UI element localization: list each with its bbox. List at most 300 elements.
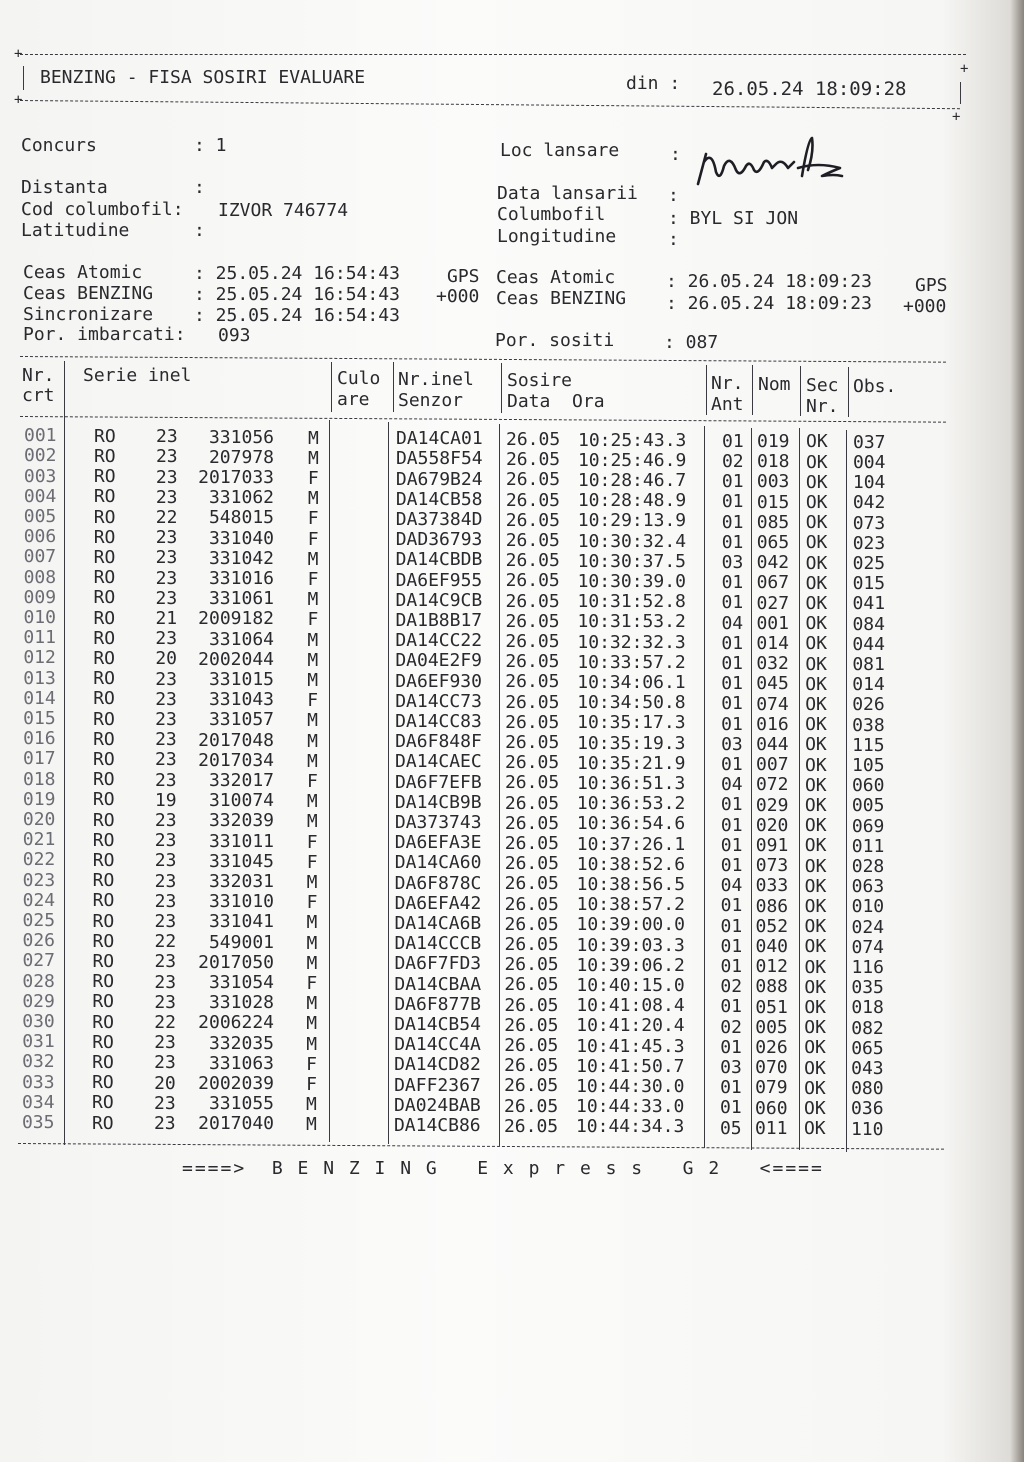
cell-nom: 067 (756, 572, 790, 594)
cell-data: 26.05 (504, 772, 560, 794)
cell-an: 23 (154, 1092, 176, 1114)
cell-nr-ant: 02 (720, 1016, 742, 1038)
cell-sex: M (308, 427, 319, 449)
cell-data: 26.05 (504, 934, 559, 955)
cell-nr-ant: 01 (720, 794, 743, 816)
cell-an: 23 (155, 567, 178, 589)
cell-nr-ant: 01 (722, 430, 744, 452)
imbarcati-label: Por. imbarcati: (23, 324, 186, 345)
cell-sex: M (306, 1033, 318, 1055)
cell-data: 26.05 (504, 1035, 559, 1056)
cell-nr-crt: 003 (23, 465, 57, 487)
cell-nr-inel: 331056 (208, 426, 274, 448)
cell-data: 26.05 (505, 570, 560, 592)
cell-nr-ant: 05 (719, 1117, 742, 1139)
cell-nr-inel: 331015 (208, 668, 274, 690)
cell-nr-inel: 331055 (208, 1093, 274, 1115)
cell-obs: 110 (850, 1118, 884, 1140)
cell-nr-crt: 001 (24, 425, 57, 447)
cell-sex: M (306, 1094, 317, 1116)
cell-obs: 082 (851, 1017, 884, 1039)
cell-nr-ant: 02 (721, 450, 744, 472)
cell-sex: F (306, 851, 318, 873)
header-top-rule (20, 54, 966, 55)
cell-an: 23 (154, 1032, 176, 1054)
ceas-benzing-value: : 25.05.24 16:54:43 (194, 284, 400, 305)
col-header-crt: crt (22, 385, 55, 406)
cell-ora: 10:34:06.1 (577, 671, 686, 693)
cell-nr-ant: 01 (720, 1036, 742, 1058)
cell-senzor: DA14CC73 (395, 690, 482, 712)
cell-sex: M (307, 629, 319, 651)
cell-nr-inel: 2002044 (198, 648, 274, 670)
document-title: BENZING - FISA SOSIRI EVALUARE (40, 67, 366, 88)
cell-nr-crt: 021 (22, 829, 56, 851)
col-header-ant: Ant (711, 394, 744, 415)
cell-nr-ant: 01 (721, 511, 744, 533)
col-header-serie: Serie inel (83, 365, 192, 386)
date-label: din : (626, 73, 681, 94)
cell-an: 23 (154, 951, 177, 973)
ceas-atomic-value: : 25.05.24 16:54:43 (194, 263, 400, 284)
concurs-label: Concurs (21, 135, 97, 156)
cell-sec-nr: OK (804, 916, 827, 938)
col-sep-ant (704, 426, 705, 1148)
cell-ora: 10:28:48.9 (577, 490, 687, 512)
cell-obs: 042 (852, 492, 886, 514)
cell-tara: RO (92, 789, 115, 811)
cell-obs: 044 (852, 633, 885, 655)
cell-nom: 019 (757, 431, 790, 453)
cell-nr-inel: 331028 (208, 992, 274, 1014)
cell-tara: RO (92, 809, 115, 831)
cell-data: 26.05 (504, 812, 560, 834)
cell-senzor: DA14CD82 (394, 1054, 481, 1076)
cell-nr-ant: 01 (721, 491, 744, 513)
cell-sex: M (306, 993, 318, 1015)
cell-sex: F (306, 892, 318, 914)
cell-sex: M (307, 589, 319, 611)
cell-an: 19 (154, 789, 177, 811)
cell-an: 23 (155, 668, 177, 690)
cell-nom: 003 (756, 471, 790, 493)
cell-tara: RO (93, 647, 116, 669)
cell-nr-crt: 024 (22, 889, 56, 911)
cell-tara: RO (92, 829, 115, 851)
cell-nom: 011 (754, 1117, 788, 1139)
cell-nr-ant: 03 (721, 551, 744, 573)
cell-ora: 10:40:15.0 (576, 974, 685, 996)
cell-data: 26.05 (505, 610, 560, 632)
cell-senzor: DA558F54 (395, 448, 483, 470)
col-sep-obs (846, 430, 847, 1152)
cell-sec-nr: OK (805, 693, 827, 715)
cell-nr-inel: 2002039 (198, 1072, 274, 1094)
cell-nom: 033 (755, 875, 789, 897)
cell-senzor: DA14C9CB (395, 589, 483, 611)
cell-obs: 023 (852, 532, 886, 554)
cell-an: 20 (155, 648, 178, 670)
cell-tara: RO (92, 870, 115, 892)
col-sep-obs-header (848, 367, 849, 417)
cell-sec-nr: OK (804, 996, 826, 1018)
cell-sec-nr: OK (804, 956, 827, 978)
cell-data: 26.05 (504, 1014, 559, 1036)
cell-nr-crt: 028 (22, 970, 55, 992)
cell-data: 26.05 (505, 489, 560, 511)
cell-data: 26.05 (504, 994, 559, 1016)
cell-senzor: DA37384D (395, 508, 483, 530)
cell-nr-crt: 009 (23, 586, 57, 608)
cell-nr-ant: 01 (721, 471, 744, 493)
cell-sec-nr: OK (804, 936, 827, 958)
cell-an: 23 (155, 628, 178, 650)
cell-sec-nr: OK (804, 976, 827, 998)
cell-data: 26.05 (505, 671, 560, 693)
cell-nom: 051 (755, 996, 788, 1018)
cell-ora: 10:37:26.1 (576, 833, 686, 855)
ceas-benzing-sosire-offset: +000 (903, 296, 947, 317)
cell-data: 26.05 (504, 1095, 559, 1117)
cell-tara: RO (93, 567, 116, 589)
cell-ora: 10:31:52.8 (577, 591, 686, 613)
cell-nr-inel: 331054 (208, 971, 274, 993)
cell-sex: M (307, 548, 319, 570)
cell-tara: RO (93, 506, 116, 528)
cell-nr-ant: 03 (720, 1056, 742, 1078)
cell-senzor: DA6F7EFB (394, 771, 482, 793)
cell-senzor: DA14CC22 (395, 630, 483, 652)
cell-obs: 081 (852, 653, 885, 675)
cell-sex: F (307, 528, 319, 550)
cell-ora: 10:30:32.4 (577, 530, 687, 552)
cell-nr-ant: 03 (721, 733, 743, 755)
cell-nr-crt: 029 (22, 990, 55, 1012)
cell-an: 23 (154, 991, 176, 1013)
cell-senzor: DA024BAB (394, 1094, 481, 1116)
cell-data: 26.05 (505, 732, 560, 753)
cell-obs: 028 (851, 855, 885, 877)
col-header-obs: Obs. (853, 376, 897, 397)
cell-nr-ant: 04 (721, 612, 744, 634)
cell-nr-crt: 035 (21, 1111, 55, 1133)
table-bottom-rule (18, 1143, 944, 1150)
cell-senzor: DA679B24 (395, 468, 483, 490)
cell-data: 26.05 (504, 853, 559, 875)
cell-nr-crt: 017 (23, 748, 56, 770)
cell-senzor: DA14CB58 (395, 488, 483, 510)
cell-nr-crt: 007 (23, 546, 57, 568)
cell-sec-nr: OK (805, 552, 828, 574)
cell-nom: 014 (756, 633, 789, 655)
cell-nr-inel: 2017034 (198, 749, 274, 771)
header-corner: + (14, 92, 23, 108)
cell-tara: RO (93, 466, 116, 488)
cell-nom: 060 (755, 1097, 788, 1119)
cell-sec-nr: OK (805, 653, 828, 675)
imbarcati-value: 093 (218, 325, 251, 346)
cell-data: 26.05 (504, 1055, 559, 1077)
cell-nr-ant: 01 (721, 713, 743, 735)
cell-ora: 10:41:50.7 (576, 1055, 685, 1077)
cell-obs: 105 (852, 754, 885, 776)
cell-sec-nr: OK (804, 835, 827, 857)
cell-nom: 074 (756, 693, 789, 715)
cell-nr-inel: 331016 (208, 567, 274, 589)
cell-data: 26.05 (505, 550, 560, 572)
cell-tara: RO (92, 1011, 114, 1033)
cell-obs: 015 (852, 573, 886, 595)
cell-nr-inel: 2017033 (198, 466, 274, 488)
cell-data: 26.05 (504, 873, 559, 895)
cell-senzor: DA6F848F (395, 731, 482, 753)
cell-nr-ant: 01 (720, 1097, 742, 1119)
cell-data: 26.05 (503, 1115, 559, 1137)
cell-nr-ant: 01 (721, 572, 744, 594)
cell-sec-nr: OK (804, 1077, 826, 1099)
cell-ora: 10:36:51.3 (576, 772, 686, 794)
cell-nr-ant: 01 (721, 592, 744, 614)
cell-tara: RO (93, 607, 116, 629)
cell-sex: M (307, 750, 318, 772)
cell-obs: 010 (851, 896, 885, 918)
cell-nr-crt: 008 (23, 566, 57, 588)
cell-obs: 043 (851, 1057, 884, 1079)
cell-sec-nr: OK (804, 875, 827, 897)
cell-an: 23 (155, 527, 178, 549)
cell-data: 26.05 (504, 1075, 559, 1097)
cell-nr-crt: 022 (22, 849, 56, 871)
cell-nr-inel: 331043 (208, 689, 274, 711)
cell-ora: 10:30:39.0 (577, 570, 686, 592)
cell-senzor: DA6EFA3E (394, 832, 482, 854)
cell-sec-nr: OK (805, 471, 828, 493)
cell-sec-nr: OK (806, 431, 828, 453)
cell-an: 23 (155, 708, 177, 730)
cell-ora: 10:39:06.2 (576, 954, 685, 976)
cell-ora: 10:35:17.3 (577, 712, 686, 734)
cell-tara: RO (93, 668, 115, 690)
cell-sex: F (307, 609, 319, 631)
cell-data: 26.05 (505, 590, 560, 612)
cell-nr-crt: 033 (22, 1071, 55, 1093)
cell-nr-inel: 2017048 (198, 729, 274, 751)
cell-nr-ant: 01 (721, 632, 744, 654)
cell-nr-inel: 332017 (208, 769, 274, 791)
cell-nr-crt: 004 (23, 485, 57, 507)
col-header-sec: Sec (806, 375, 839, 396)
cell-senzor: DA14CCCB (394, 933, 482, 955)
cell-tara: RO (93, 688, 115, 710)
cell-sec-nr: OK (805, 714, 827, 736)
header-bottom-rule (20, 100, 960, 109)
cell-ora: 10:35:19.3 (577, 732, 686, 754)
cell-obs: 063 (851, 876, 885, 898)
cell-data: 26.05 (504, 893, 559, 915)
col-header-senzor: Senzor (398, 390, 464, 411)
cell-nr-crt: 019 (22, 788, 56, 810)
cell-tara: RO (93, 445, 116, 467)
data-lansarii-value: : (668, 185, 679, 206)
cell-nr-crt: 012 (23, 647, 56, 669)
col-sep-nr (64, 361, 65, 1145)
cell-obs: 025 (852, 552, 886, 574)
cell-nr-crt: 034 (22, 1091, 55, 1113)
cell-nr-ant: 01 (720, 895, 743, 917)
cell-nr-inel: 548015 (208, 507, 274, 529)
cell-nr-inel: 2017040 (198, 1113, 274, 1135)
sositi-label: Por. sositi (495, 330, 615, 351)
cell-data: 26.05 (505, 509, 560, 531)
cell-nr-inel: 331040 (208, 527, 274, 549)
cell-an: 23 (154, 809, 177, 831)
cell-senzor: DA1B8B17 (395, 609, 483, 631)
cell-an: 22 (154, 1011, 176, 1033)
cell-tara: RO (92, 991, 114, 1013)
cell-senzor: DA14CC4A (394, 1034, 481, 1056)
cell-sex: M (307, 649, 319, 671)
cell-nr-inel: 331010 (208, 891, 274, 913)
cell-nr-inel: 331045 (208, 850, 274, 872)
cell-obs: 035 (851, 977, 884, 999)
cell-an: 23 (154, 1052, 176, 1074)
cell-data: 26.05 (504, 792, 560, 814)
cell-obs: 116 (851, 956, 884, 978)
cell-nom: 045 (756, 673, 789, 695)
cell-sex: M (307, 669, 319, 691)
cell-nr-inel: 310074 (208, 790, 274, 812)
cell-ora: 10:32:32.3 (577, 631, 686, 653)
cell-senzor: DA14CB86 (393, 1114, 481, 1136)
cell-data: 26.05 (505, 752, 560, 774)
cell-sec-nr: OK (804, 895, 827, 917)
col-sep-nom-header (752, 365, 753, 415)
cell-obs: 041 (852, 593, 886, 615)
cell-sec-nr: OK (805, 673, 827, 695)
cell-nr-ant: 01 (720, 854, 743, 876)
cell-obs: 026 (852, 694, 885, 716)
footer-brand: ====> B E N Z I N G E x p r e s s G 2 <==== (182, 1158, 824, 1179)
cell-tara: RO (92, 910, 115, 932)
cell-obs: 024 (851, 916, 885, 938)
cell-sec-nr: OK (804, 1037, 826, 1059)
cell-an: 23 (154, 971, 177, 993)
col-header-data-ora: Data Ora (507, 391, 605, 412)
cell-senzor: DA14CA6B (394, 912, 482, 934)
cell-nom: 020 (755, 814, 789, 836)
cell-tara: RO (91, 1112, 114, 1134)
cell-nr-ant: 01 (721, 753, 743, 775)
cell-sex: F (307, 508, 319, 530)
cell-ora: 10:29:13.9 (577, 510, 687, 532)
cell-sec-nr: OK (805, 633, 828, 655)
col-header-nr-ant: Nr. (711, 373, 744, 394)
cell-nom: 044 (756, 734, 789, 756)
cell-tara: RO (93, 728, 115, 750)
cell-ora: 10:33:57.2 (577, 651, 686, 673)
col-sep-sec-header (800, 366, 801, 416)
cell-nr-crt: 014 (23, 687, 56, 709)
cell-sec-nr: OK (804, 815, 827, 837)
cell-nom: 070 (755, 1057, 788, 1079)
cell-obs: 018 (851, 997, 884, 1019)
columbofil-label: Columbofil (497, 204, 606, 225)
header-left-edge (23, 66, 24, 90)
cell-nr-crt: 020 (22, 808, 56, 830)
col-sep-sosire (499, 424, 500, 1146)
cell-an: 23 (155, 749, 177, 771)
cell-nom: 005 (755, 1016, 788, 1038)
cell-nom: 001 (756, 612, 789, 634)
cell-senzor: DA373743 (394, 811, 482, 833)
cell-nr-ant: 01 (721, 693, 743, 715)
cell-ora: 10:25:43.3 (578, 429, 687, 451)
ceas-benzing-sosire-label: Ceas BENZING (496, 288, 627, 309)
cell-ora: 10:36:54.6 (576, 813, 686, 835)
cell-sex: M (306, 912, 318, 934)
cod-columbofil-value: IZVOR 746774 (218, 200, 349, 221)
cell-nr-crt: 011 (23, 627, 56, 649)
cell-nom: 052 (755, 915, 789, 937)
table-top-rule (20, 356, 946, 363)
cell-data: 26.05 (505, 651, 560, 673)
cell-an: 23 (155, 729, 177, 751)
cell-data: 26.05 (504, 954, 559, 976)
cell-nr-inel: 207978 (208, 446, 274, 468)
cell-tara: RO (92, 1031, 114, 1053)
cell-nr-inel: 331063 (208, 1052, 274, 1074)
cell-data: 26.05 (504, 833, 559, 854)
cell-sec-nr: OK (803, 1118, 826, 1140)
cell-sec-nr: OK (805, 512, 828, 534)
cell-sex: M (307, 730, 318, 752)
cell-nr-crt: 023 (22, 869, 56, 891)
distanta-label: Distanta (21, 177, 108, 198)
cell-sex: F (307, 568, 319, 590)
cell-tara: RO (92, 849, 115, 871)
cell-sex: M (307, 710, 318, 732)
cell-obs: 014 (852, 674, 885, 696)
sositi-value: : 087 (664, 332, 719, 353)
cell-nr-crt: 026 (22, 930, 56, 952)
cell-sec-nr: OK (804, 794, 827, 816)
cell-nr-crt: 031 (22, 1031, 55, 1053)
cell-sex: M (306, 952, 318, 974)
longitudine-value: : (668, 229, 679, 250)
cell-sec-nr: OK (805, 734, 827, 756)
cell-ora: 10:41:08.4 (576, 995, 685, 1017)
cell-nom: 073 (755, 855, 789, 877)
cell-ora: 10:31:53.2 (577, 611, 686, 633)
cell-ora: 10:41:45.3 (576, 1035, 685, 1057)
cell-obs: 104 (852, 472, 886, 494)
col-header-inel: Nr.inel (398, 369, 474, 390)
cell-senzor: DAFF2367 (394, 1074, 481, 1096)
cell-tara: RO (92, 769, 115, 791)
cell-sec-nr: OK (804, 855, 827, 877)
cell-nr-inel: 2017050 (198, 951, 274, 973)
cell-an: 23 (155, 486, 178, 508)
cell-nom: 040 (755, 936, 789, 958)
cell-nr-ant: 01 (720, 955, 743, 977)
cell-sec-nr: OK (804, 1017, 826, 1039)
cell-tara: RO (93, 627, 116, 649)
cell-senzor: DA6F878C (394, 872, 482, 894)
cell-ora: 10:39:03.3 (576, 934, 685, 956)
cell-an: 22 (155, 506, 178, 528)
cell-nr-crt: 016 (23, 728, 56, 750)
header-corner: + (960, 61, 969, 77)
